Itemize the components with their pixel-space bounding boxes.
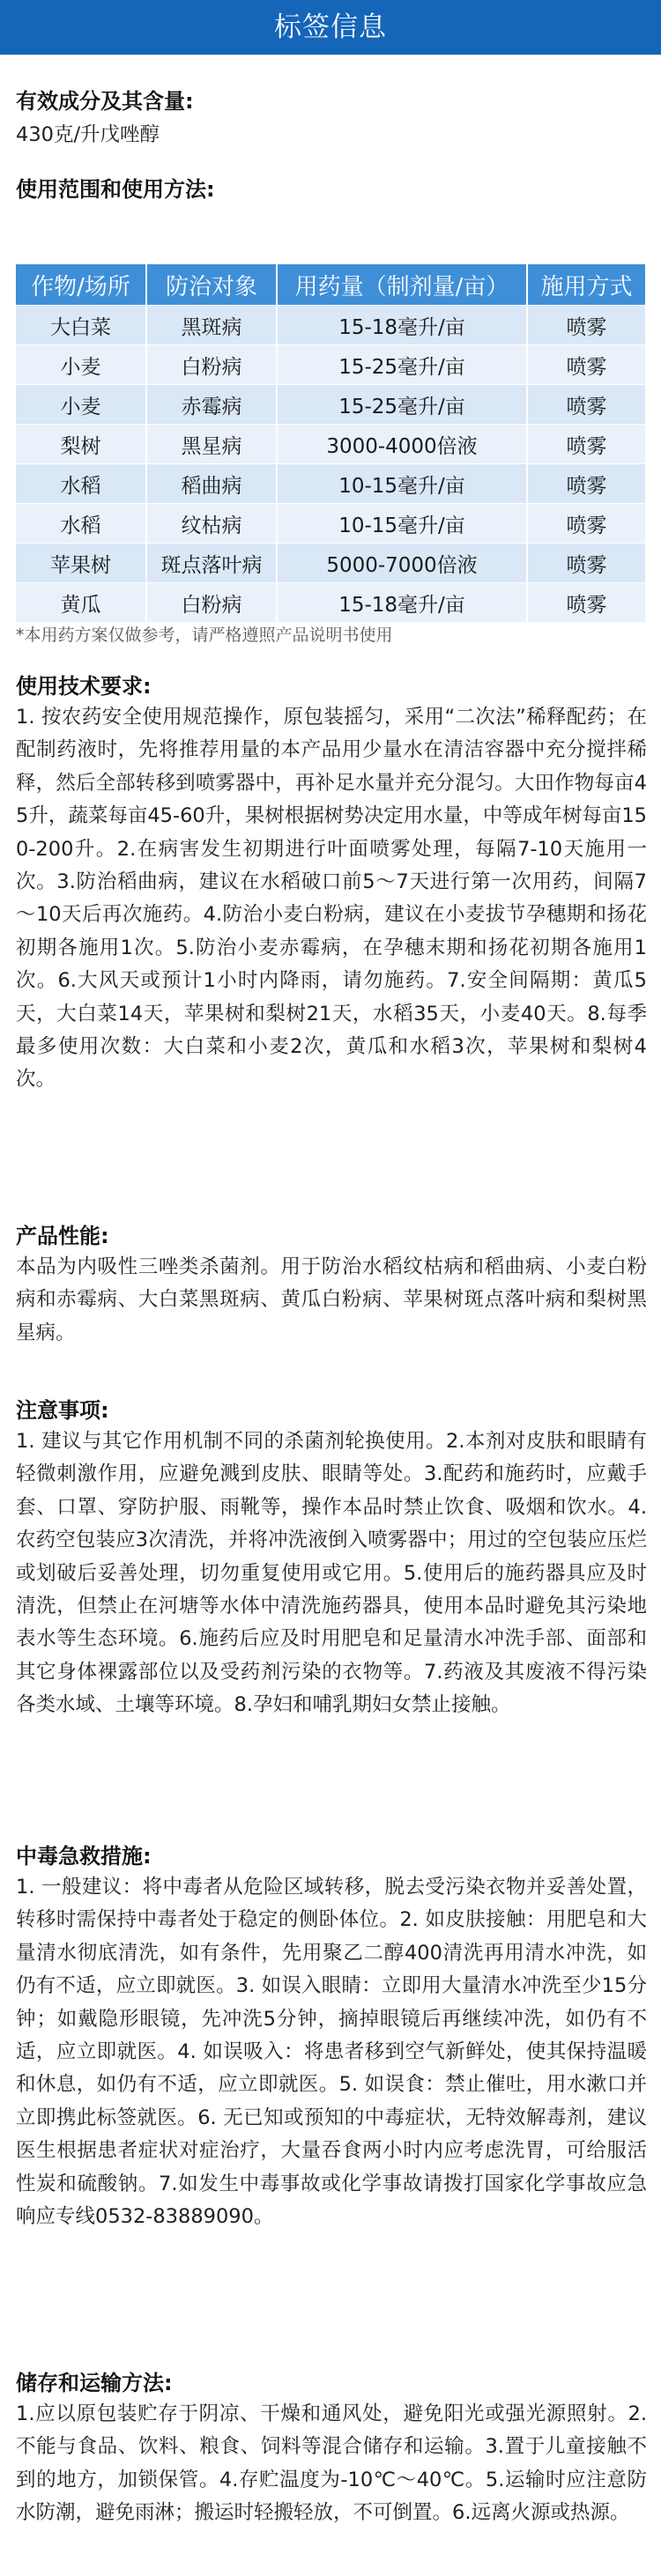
crop-cell: 黄瓜 [16, 583, 146, 623]
target-cell: 黑斑病 [146, 306, 277, 345]
technique-heading: 使用技术要求: [16, 674, 152, 699]
table-row [16, 425, 645, 464]
column-header: 作物/场所 [16, 264, 146, 306]
target-cell: 斑点落叶病 [146, 544, 277, 583]
table-row [16, 345, 645, 385]
dosage-cell: 3000-4000倍液 [277, 425, 527, 464]
first-aid-heading: 中毒急救措施: [16, 1844, 152, 1869]
crop-cell: 水稻 [16, 504, 146, 544]
technique-text: 1. 按农药安全使用规范操作，原包装摇匀，采用“二次法”稀释配药；在配制药液时，先将推荐用量的本产品用少量水在清洁容器中充分搅拌稀释，然后全部转移到喷雾器中，再补足水量并充分混匀。大田作物每亩45升，蔬菜每亩45-60升，果树根据树势决定用水量，中等成年树每亩150-200升。2.在病害发生初期进行叶面喷雾处理，每隔7-10天施用一次。3.防治稻曲病，建议在水稻破口前5～7天进行第一次用药，间隔7～10天后再次施药。4.防治小麦白粉病，建议在小麦拔节孕穗期和扬花初期各施用1次。5.防治小麦赤霉病，在孕穗末期和扬花初期各施用1次。6.大风天或预计1小时内降雨，请勿施药。7.安全间隔期：黄瓜5天，大白菜14天，苹果树和梨树21天，水稻35天，小麦40天。8.每季最多使用次数：大白菜和小麦2次，黄瓜和水稻3次，苹果树和梨树4次。 [16, 706, 647, 1092]
method-cell: 喷雾 [527, 306, 645, 345]
column-header: 用药量（制剂量/亩） [277, 264, 527, 306]
method-cell: 喷雾 [527, 583, 645, 623]
first-aid-text: 1. 一般建议：将中毒者从危险区域转移，脱去受污染衣物并妥善处置，转移时需保持中毒者处于稳定的侧卧体位。2. 如皮肤接触：用肥皂和大量清水彻底清洗，如有条件，先用聚乙二醇400清洗再用清水冲洗，如仍有不适，应立即就医。3. 如误入眼睛：立即用大量清水冲洗至少15分钟；如戴隐形眼镜，先冲洗5分钟，摘掉眼镜后再继续冲洗，如仍有不适，应立即就医。4. 如误吸入：将患者移到空气新鲜处，使其保持温暖和休息，如仍有不适，应立即就医。5. 如误食：禁止催吐，用水漱口并立即携此标签就医。6. 无已知或预知的中毒症状，无特效解毒剂，建议医生根据患者症状对症治疗，大量吞食两小时内应考虑洗胃，可给服活性炭和硫酸钠。7.如发生中毒事故或化学事故请拨打国家化学事故应急响应专线0532-83889090。 [16, 1876, 647, 2229]
table-row [16, 544, 645, 583]
table-row [16, 306, 645, 345]
crop-cell: 小麦 [16, 345, 146, 385]
dosage-cell: 15-18毫升/亩 [277, 306, 527, 345]
crop-cell: 大白菜 [16, 306, 146, 345]
precautions-text: 1. 建议与其它作用机制不同的杀菌剂轮换使用。2.本剂对皮肤和眼睛有轻微刺激作用，应避免溅到皮肤、眼睛等处。3.配药和施药时，应戴手套、口罩、穿防护服、雨靴等，操作本品时禁止饮食、吸烟和饮水。4.农药空包装应3次清洗，并将冲洗液倒入喷雾器中；用过的空包装应压烂或划破后妥善处理，切勿重复使用或它用。5.使用后的施药器具应及时清洗，但禁止在河塘等水体中清洗施药器具，使用本品时避免其污染地表水等生态环境。6.施药后应及时用肥皂和足量清水冲洗手部、面部和其它身体裸露部位以及受药剂污染的衣物等。7.药液及其废液不得污染各类水域、土壤等环境。8.孕妇和哺乳期妇女禁止接触。 [16, 1430, 647, 1717]
active-ingredient-value: 430克/升戊唑醇 [16, 123, 160, 146]
performance-section [16, 1221, 647, 1350]
target-cell: 赤霉病 [146, 385, 277, 425]
table-row [16, 583, 645, 623]
method-cell: 喷雾 [527, 464, 645, 504]
table-row [16, 464, 645, 504]
table-row [16, 385, 645, 425]
performance-heading: 产品性能: [16, 1224, 109, 1248]
first-aid-section [16, 1841, 647, 2233]
column-header: 防治对象 [146, 264, 277, 306]
storage-text: 1.应以原包装贮存于阴凉、干燥和通风处，避免阳光或强光源照射。2.不能与食品、饮料、粮食、饲料等混合储存和运输。3.置于儿童接触不到的地方，加锁保管。4.存贮温度为-10℃～40℃。5.运输时应注意防水防潮，避免雨淋；搬运时轻搬轻放，不可倒置。6.远离火源或热源。 [16, 2402, 647, 2525]
technique-section [16, 671, 647, 1097]
target-cell: 白粉病 [146, 345, 277, 385]
method-cell: 喷雾 [527, 425, 645, 464]
method-cell: 喷雾 [527, 345, 645, 385]
usage-section [16, 174, 647, 204]
method-cell: 喷雾 [527, 385, 645, 425]
target-cell: 稻曲病 [146, 464, 277, 504]
column-header: 施用方式 [527, 264, 645, 306]
method-cell: 喷雾 [527, 544, 645, 583]
crop-cell: 梨树 [16, 425, 146, 464]
usage-heading: 使用范围和使用方法: [16, 177, 215, 202]
target-cell: 白粉病 [146, 583, 277, 623]
dosage-cell: 15-25毫升/亩 [277, 385, 527, 425]
page-title: 标签信息 [0, 0, 661, 55]
dosage-table [16, 264, 645, 622]
method-cell: 喷雾 [527, 504, 645, 544]
storage-heading: 储存和运输方法: [16, 2371, 173, 2395]
target-cell: 纹枯病 [146, 504, 277, 544]
dosage-cell: 15-18毫升/亩 [277, 583, 527, 623]
precautions-heading: 注意事项: [16, 1398, 109, 1423]
dosage-cell: 5000-7000倍液 [277, 544, 527, 583]
table-header-row [16, 264, 645, 306]
active-ingredient-section [16, 86, 647, 150]
dosage-cell: 10-15毫升/亩 [277, 464, 527, 504]
performance-text: 本品为内吸性三唑类杀菌剂。用于防治水稻纹枯病和稻曲病、小麦白粉病和赤霉病、大白菜黑斑病、黄瓜白粉病、苹果树斑点落叶病和梨树黑星病。 [16, 1255, 647, 1344]
storage-section [16, 2368, 647, 2530]
active-ingredient-heading: 有效成分及其含量: [16, 89, 194, 114]
table-row [16, 504, 645, 544]
crop-cell: 水稻 [16, 464, 146, 504]
table-footnote: *本用药方案仅做参考，请严格遵照产品说明书使用 [16, 625, 393, 645]
precautions-section [16, 1395, 647, 1722]
dosage-cell: 10-15毫升/亩 [277, 504, 527, 544]
crop-cell: 苹果树 [16, 544, 146, 583]
target-cell: 黑星病 [146, 425, 277, 464]
crop-cell: 小麦 [16, 385, 146, 425]
dosage-cell: 15-25毫升/亩 [277, 345, 527, 385]
